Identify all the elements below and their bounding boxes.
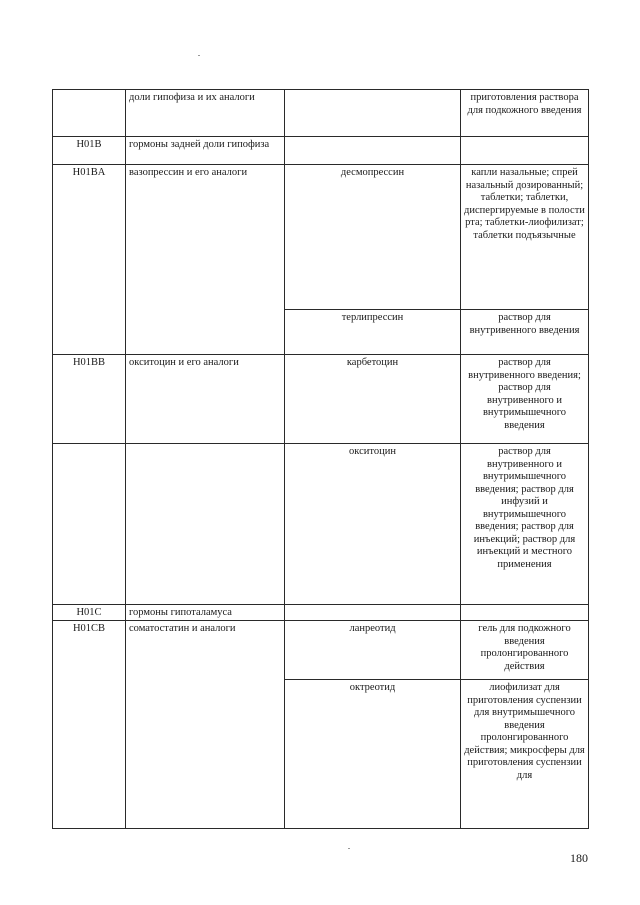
inn-cell: окситоцин [285, 444, 461, 605]
group-cell: вазопрессин и его аналоги [126, 165, 285, 355]
group-cell: окситоцин и его аналоги [126, 355, 285, 444]
form-cell: приготовления раствора для подкожного введения [461, 90, 589, 137]
table-row [53, 605, 589, 621]
inn-cell: ланреотид [285, 621, 461, 680]
code-cell: H01C [53, 605, 126, 621]
group-cell [126, 444, 285, 605]
group-cell: гормоны задней доли гипофиза [126, 137, 285, 165]
form-cell: раствор для внутривенного введения; раствор для внутривенного и внутримышечного введения [461, 355, 589, 444]
scan-speck [198, 55, 200, 56]
form-cell: капли назальные; спрей назальный дозированный; таблетки; таблетки, диспергируемые в полости рта; таблетки-лиофилизат; таблетки подъязычные [461, 165, 589, 310]
table-row [53, 90, 589, 137]
inn-cell: терлипрессин [285, 310, 461, 355]
code-cell: H01BA [53, 165, 126, 355]
group-cell: гормоны гипоталамуса [126, 605, 285, 621]
table-row [53, 137, 589, 165]
form-cell: раствор для внутривенного введения [461, 310, 589, 355]
code-cell: H01BB [53, 355, 126, 444]
table-row [53, 165, 589, 310]
scan-speck [348, 848, 350, 849]
code-cell [53, 90, 126, 137]
code-cell [53, 444, 126, 605]
form-cell [461, 605, 589, 621]
code-cell: H01CB [53, 621, 126, 829]
inn-cell [285, 90, 461, 137]
inn-cell [285, 605, 461, 621]
form-cell: раствор для внутривенного и внутримышечного введения; раствор для инфузий и внутримышечного введения; раствор для инъекций; раствор для инъекций и местного применения [461, 444, 589, 605]
inn-cell [285, 137, 461, 165]
form-cell [461, 137, 589, 165]
table-row [53, 621, 589, 680]
code-cell: H01B [53, 137, 126, 165]
inn-cell: десмопрессин [285, 165, 461, 310]
form-cell: лиофилизат для приготовления суспензии для внутримышечного введения пролонгированного действия; микросферы для приготовления суспензии для [461, 680, 589, 829]
page-number: 180 [570, 851, 588, 865]
drug-classification-table [52, 89, 589, 829]
form-cell: гель для подкожного введения пролонгированного действия [461, 621, 589, 680]
table-row [53, 444, 589, 605]
group-cell: доли гипофиза и их аналоги [126, 90, 285, 137]
group-cell: соматостатин и аналоги [126, 621, 285, 829]
inn-cell: октреотид [285, 680, 461, 829]
table-row [53, 355, 589, 444]
inn-cell: карбетоцин [285, 355, 461, 444]
